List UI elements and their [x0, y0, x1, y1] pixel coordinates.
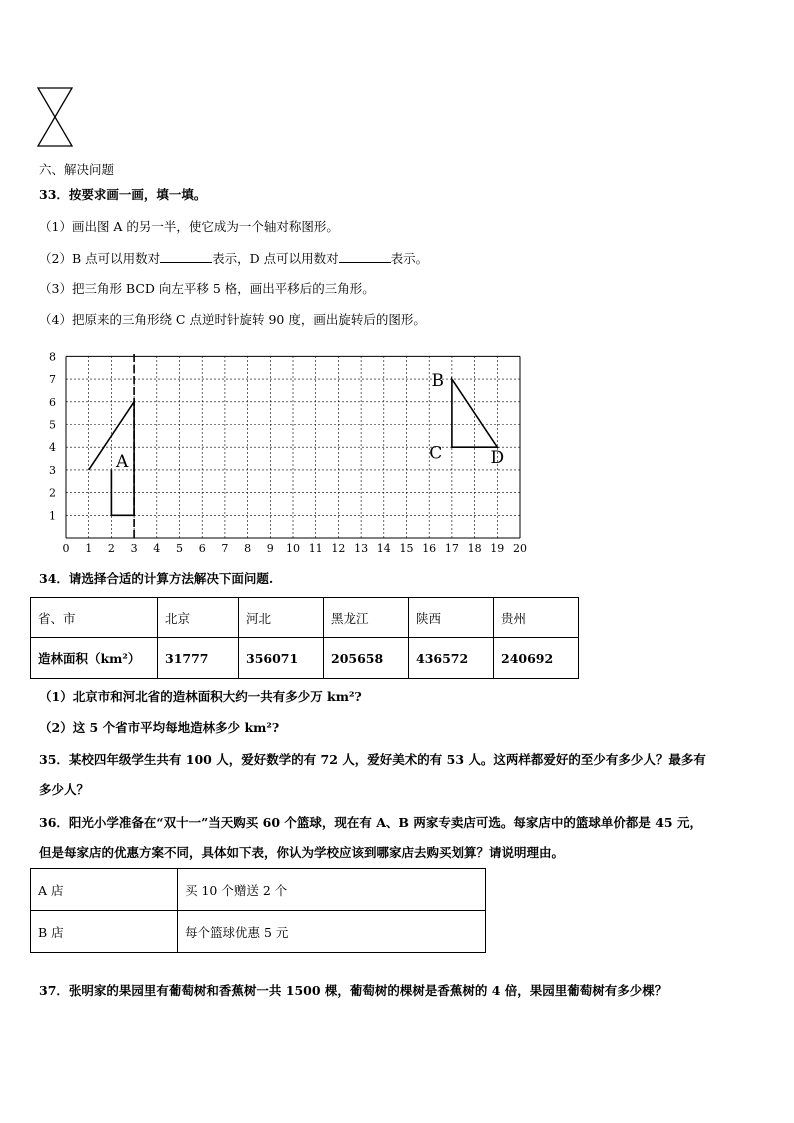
table-row [31, 638, 579, 679]
q36-line1: 36．阳光小学准备在“双十一”当天购买 60 个篮球，现在有 A、B 两家专卖店可选。每家店中的篮球单价都是 45 元， [39, 815, 702, 830]
point-label-c: C [429, 443, 443, 464]
point-label-a: A [115, 451, 129, 472]
q36-line2: 但是每家店的优惠方案不同，具体如下表，你认为学校应该到哪家店去购买划算？请说明理由。 [39, 845, 565, 860]
q33-title: 33．按要求画一画，填一填。 [39, 187, 207, 202]
x-tick-label: 15 [399, 542, 414, 555]
value-cell: 31777 [158, 638, 239, 679]
q33-part2-b: 表示，D 点可以用数对 [212, 251, 339, 266]
q34-part1: （1）北京市和河北省的造林面积大约一共有多少万 km²? [39, 689, 362, 704]
q33-part2 [39, 250, 428, 267]
y-tick-label: 7 [49, 373, 56, 387]
y-tick-label: 4 [49, 441, 56, 455]
point-label-b: B [431, 370, 444, 391]
x-tick-label: 18 [467, 542, 482, 555]
value-cell: 205658 [324, 638, 409, 679]
x-tick-label: 6 [198, 542, 206, 555]
x-tick-label: 9 [266, 542, 274, 555]
q34-part2: （2）这 5 个省市平均每地造林多少 km²? [39, 720, 280, 735]
y-tick-label: 2 [49, 486, 56, 500]
x-tick-label: 1 [85, 542, 93, 555]
row-label-cell: 造林面积（km²） [31, 638, 158, 679]
header-cell: 河北 [239, 598, 324, 638]
x-tick-label: 17 [444, 542, 459, 555]
y-tick-label: 1 [49, 509, 56, 523]
y-tick-label: 5 [49, 418, 56, 432]
q33-part4: （4）把原来的三角形绕 C 点逆时针旋转 90 度，画出旋转后的图形。 [39, 312, 426, 327]
header-cell: 黑龙江 [324, 598, 409, 638]
x-tick-label: 13 [354, 542, 369, 555]
x-tick-label: 3 [130, 542, 138, 555]
x-tick-label: 14 [376, 542, 391, 555]
header-cell: 省、市 [31, 598, 158, 638]
answer-blank-d[interactable] [339, 250, 391, 263]
coordinate-grid [40, 344, 540, 556]
x-tick-label: 12 [331, 542, 346, 555]
header-cell: 陕西 [409, 598, 494, 638]
x-tick-label: 7 [221, 542, 229, 555]
point-label-d: D [490, 448, 505, 469]
x-tick-label: 20 [513, 542, 527, 555]
y-tick-label: 6 [49, 395, 56, 409]
store-cell: B 店 [31, 911, 178, 953]
x-tick-label: 10 [286, 542, 300, 555]
x-tick-label: 4 [153, 542, 161, 555]
table-row [31, 869, 486, 911]
q37-text: 37．张明家的果园里有葡萄树和香蕉树一共 1500 棵，葡萄树的棵树是香蕉树的 4 倍，果园里葡萄树有多少棵？ [39, 983, 668, 998]
x-tick-label: 19 [490, 542, 505, 555]
header-cell: 北京 [158, 598, 239, 638]
hourglass-figure [34, 86, 78, 150]
header-cell: 贵州 [494, 598, 579, 638]
q35-line1: 35．某校四年级学生共有 100 人，爱好数学的有 72 人，爱好美术的有 53 人。这两样都爱好的至少有多少人？最多有 [39, 752, 706, 767]
store-cell: A 店 [31, 869, 178, 911]
q33-part2-c: 表示。 [390, 251, 429, 266]
afforestation-table [30, 597, 579, 679]
q34-title: 34．请选择合适的计算方法解决下面问题. [39, 571, 274, 586]
section-title: 六、解决问题 [39, 162, 115, 177]
q33-part1: （1）画出图 A 的另一半，使它成为一个轴对称图形。 [39, 219, 339, 234]
x-tick-label: 16 [422, 542, 437, 555]
y-tick-label: 3 [49, 463, 56, 477]
x-tick-label: 5 [176, 542, 183, 555]
x-tick-label: 11 [308, 542, 323, 555]
answer-blank-b[interactable] [160, 250, 212, 263]
q35-line2: 多少人？ [39, 782, 90, 797]
q33-part3: （3）把三角形 BCD 向左平移 5 格，画出平移后的三角形。 [39, 281, 375, 296]
x-tick-label: 2 [107, 542, 115, 555]
offer-cell: 每个篮球优惠 5 元 [178, 911, 486, 953]
x-tick-label: 8 [244, 542, 252, 555]
table-header-row [31, 598, 579, 638]
store-offer-table [30, 868, 486, 953]
x-tick-label: 0 [62, 542, 70, 555]
q33-part2-a: （2）B 点可以用数对 [39, 251, 161, 266]
value-cell: 436572 [409, 638, 494, 679]
value-cell: 356071 [239, 638, 324, 679]
y-tick-label: 8 [49, 350, 56, 364]
value-cell: 240692 [494, 638, 579, 679]
offer-cell: 买 10 个赠送 2 个 [178, 869, 486, 911]
table-row [31, 911, 486, 953]
